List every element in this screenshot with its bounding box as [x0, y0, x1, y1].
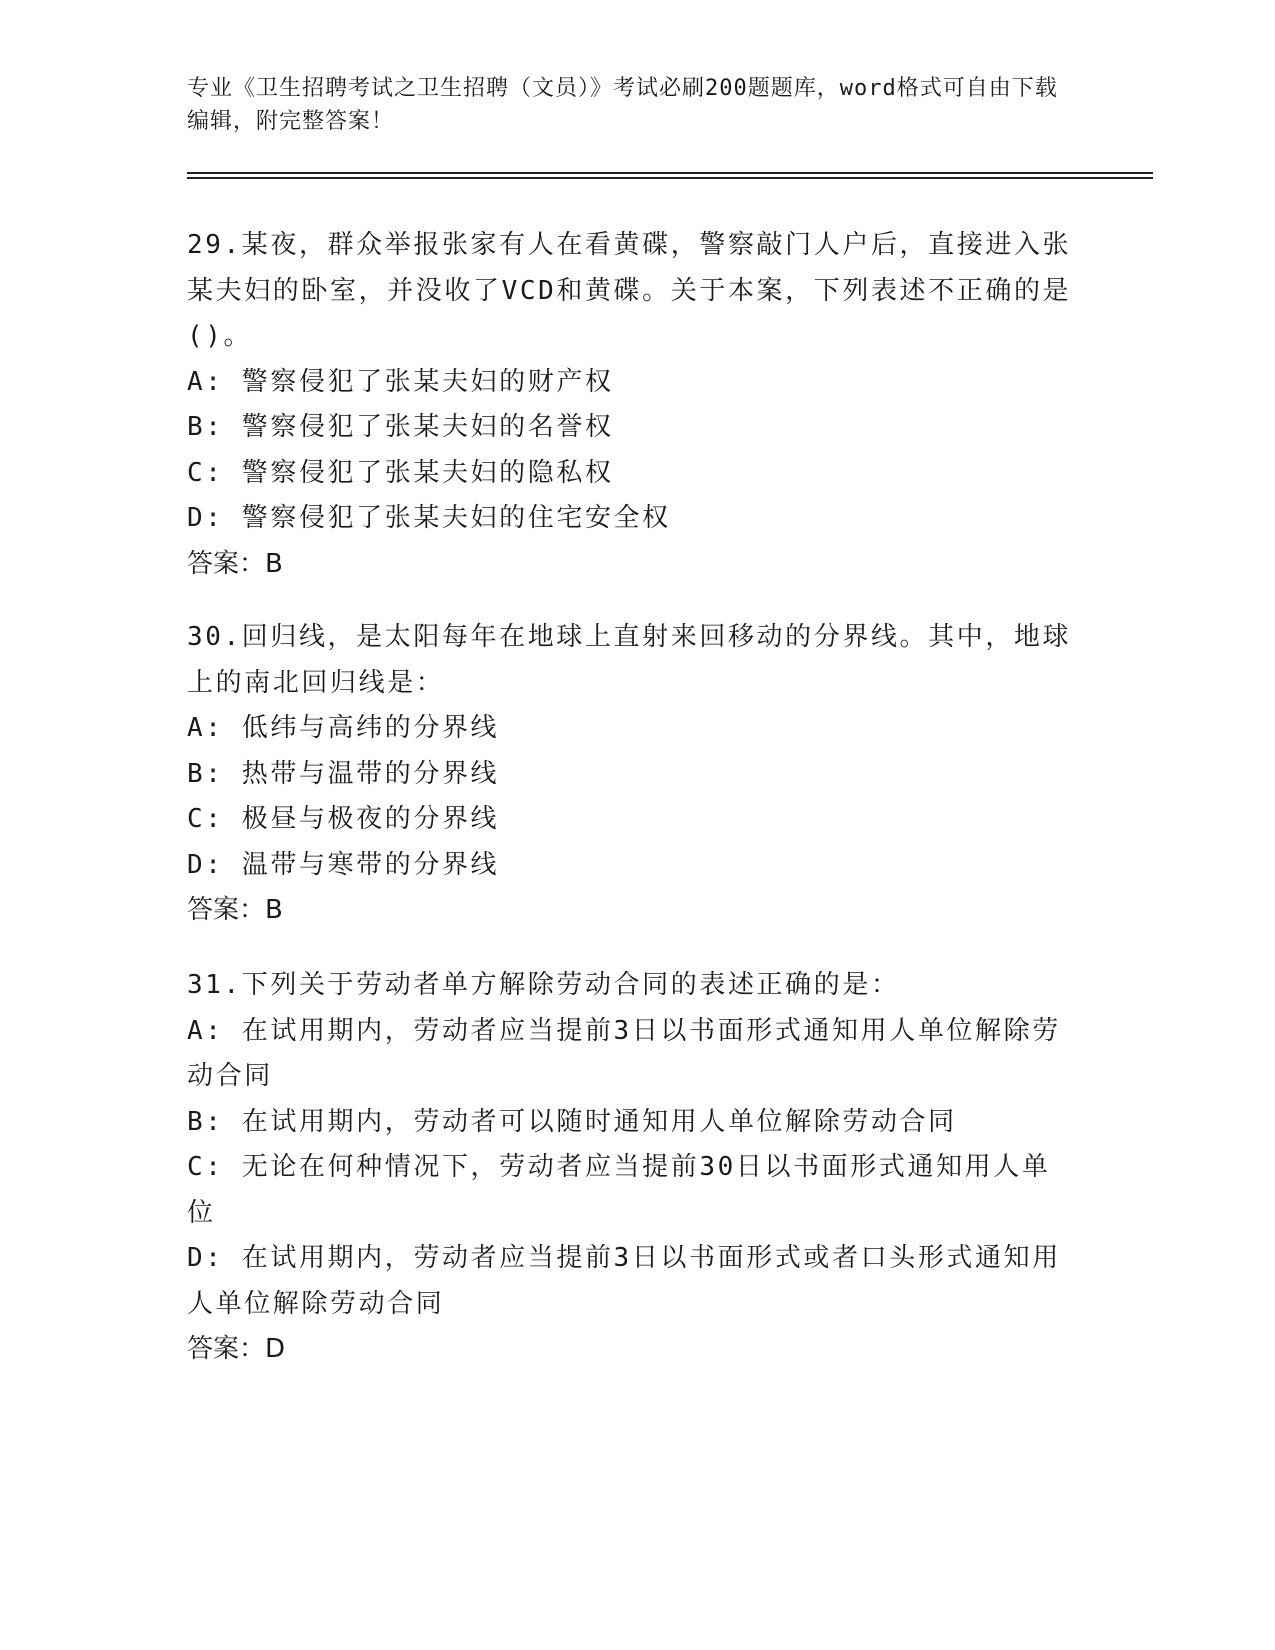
header-divider-top — [187, 172, 1153, 174]
option-a: A: 低纬与高纬的分界线 — [187, 713, 500, 743]
question-31 — [187, 963, 1077, 1373]
option-d: D: 在试用期内，劳动者应当提前3日以书面形式或者口头形式通知用人单位解除劳动合同 — [187, 1243, 1061, 1319]
option-b: B: 热带与温带的分界线 — [187, 758, 500, 789]
option-b: B: 在试用期内，劳动者可以随时通知用人单位解除劳动合同 — [187, 1106, 957, 1137]
option-a: A: 在试用期内，劳动者应当提前3日以书面形式通知用人单位解除劳动合同 — [187, 1015, 1061, 1091]
answer-line: 答案：D — [187, 1334, 286, 1364]
question-stem: 31.下列关于劳动者单方解除劳动合同的表述正确的是： — [187, 970, 900, 1000]
option-c: C: 警察侵犯了张某夫妇的隐私权 — [187, 457, 614, 488]
option-b: B: 警察侵犯了张某夫妇的名誉权 — [187, 412, 614, 442]
option-d: D: 警察侵犯了张某夫妇的住宅安全权 — [187, 503, 671, 533]
question-stem: 30.回归线，是太阳每年在地球上直射来回移动的分界线。其中，地球上的南北回归线是： — [187, 622, 1072, 698]
question-30 — [187, 615, 1077, 934]
document-header: 专业《卫生招聘考试之卫生招聘（文员）》考试必刷200题题库，word格式可自由下载编辑，附完整答案！ — [187, 76, 1058, 134]
option-d: D: 温带与寒带的分界线 — [187, 849, 500, 880]
answer-line: 答案：B — [187, 895, 283, 925]
answer-line: 答案：B — [187, 548, 283, 579]
option-c: C: 极昼与极夜的分界线 — [187, 804, 500, 834]
question-stem: 29.某夜，群众举报张家有人在看黄碟，警察敲门人户后，直接进入张某夫妇的卧室，并没收了VCD和黄碟。关于本案，下列表述不正确的是()。 — [187, 230, 1072, 351]
option-c: C: 无论在何种情况下，劳动者应当提前30日以书面形式通知用人单位 — [187, 1152, 1051, 1228]
option-a: A: 警察侵犯了张某夫妇的财产权 — [187, 366, 614, 397]
question-29 — [187, 223, 1077, 587]
header-divider-bottom — [187, 177, 1153, 179]
